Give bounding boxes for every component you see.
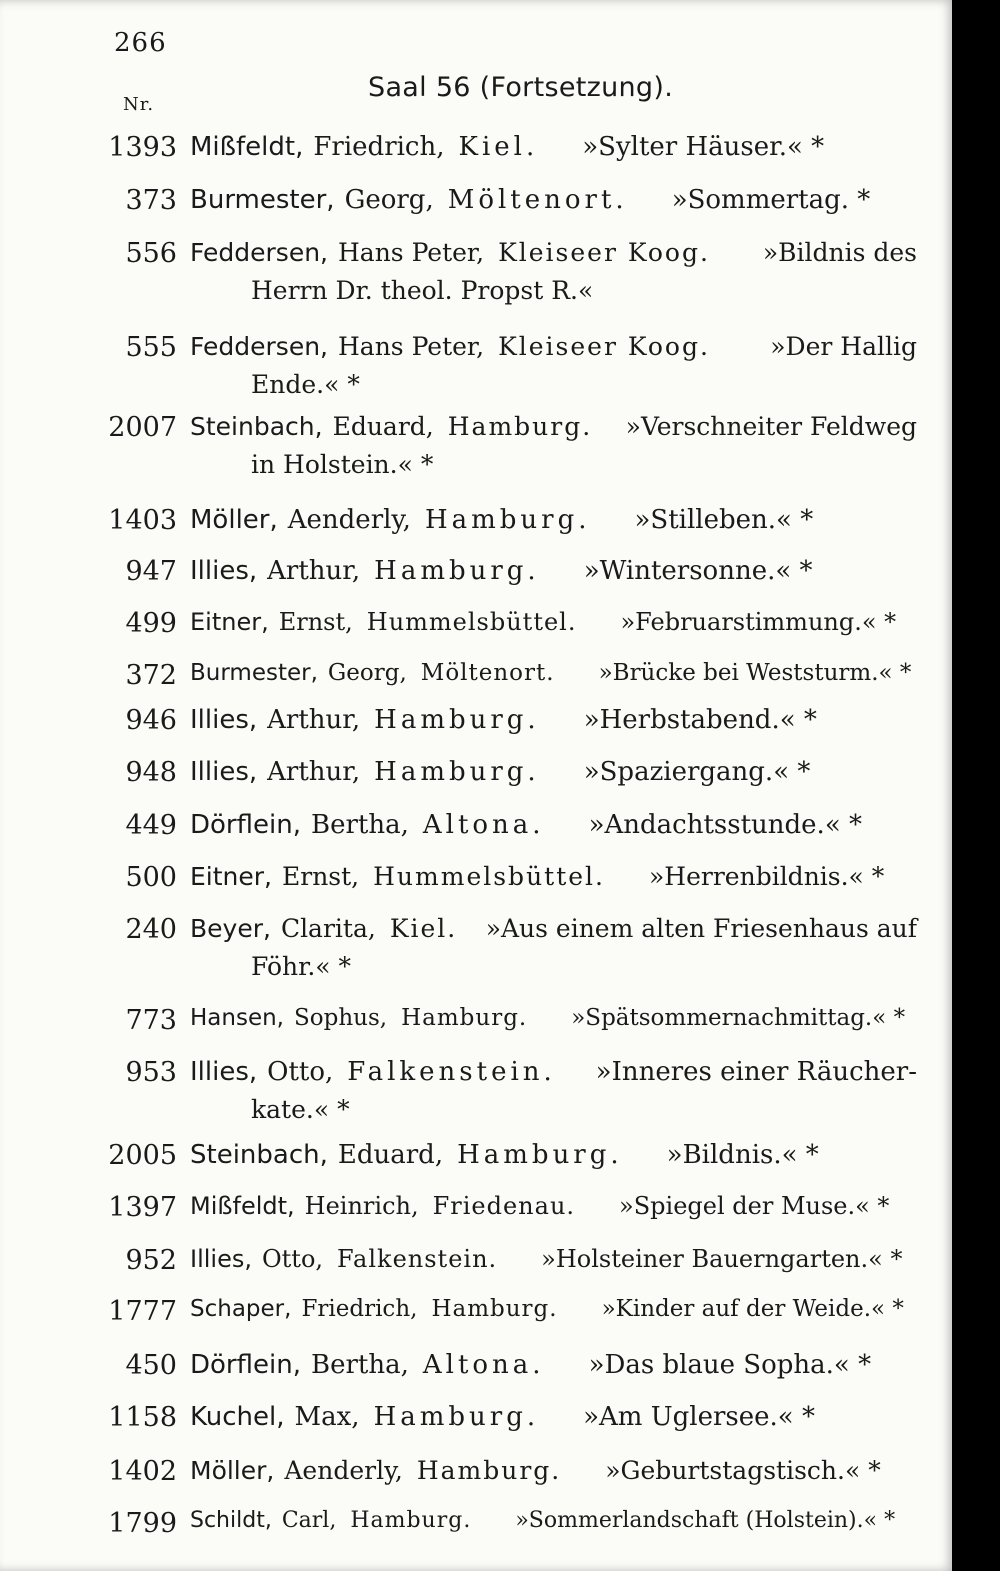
work-title: »Bildnis des — [762, 238, 917, 267]
entry-main-line — [190, 1140, 819, 1170]
artist-place: Hamburg. — [431, 1296, 558, 1322]
work-title: »Das blaue Sopha.« * — [588, 1350, 872, 1380]
work-title: »Spätsommernachmittag.« * — [571, 1005, 906, 1031]
entry-number: 773 — [125, 1005, 177, 1036]
page-title: Saal 56 (Fortsetzung). — [368, 72, 674, 103]
work-title: »Herbstabend.« * — [583, 705, 817, 735]
artist-given-name: Carl, — [281, 1508, 337, 1533]
entry-number: 373 — [125, 185, 177, 216]
artist-place: Hamburg. — [374, 556, 540, 586]
work-title-continuation: Föhr.« * — [251, 952, 352, 981]
work-title: »Holsteiner Bauerngarten.« * — [541, 1245, 903, 1273]
artist-surname: Feddersen, — [190, 238, 328, 267]
work-title: »Kinder auf der Weide.« * — [601, 1296, 904, 1322]
scan-edge — [952, 0, 1000, 1571]
entry-number: 2007 — [108, 412, 177, 443]
artist-place: Hummelsbüttel. — [373, 862, 605, 891]
entry-main-line — [190, 412, 917, 441]
artist-surname: Burmester, — [190, 185, 335, 215]
entry-main-line — [190, 1245, 902, 1273]
entry-number: 1777 — [108, 1296, 177, 1327]
artist-place: Falkenstein. — [347, 1057, 556, 1087]
artist-given-name: Eduard, — [337, 1140, 444, 1170]
work-title: »Geburtstagstisch.« * — [605, 1456, 881, 1485]
artist-surname: Schaper, — [190, 1296, 292, 1322]
work-title-continuation: kate.« * — [251, 1095, 350, 1124]
artist-surname: Mißfeldt, — [190, 1192, 295, 1220]
entry-main-line — [190, 757, 810, 787]
entry-main-line — [190, 238, 917, 267]
artist-given-name: Ernst, — [278, 608, 353, 636]
artist-given-name: Hans Peter, — [338, 332, 485, 361]
artist-surname: Illies, — [190, 1057, 258, 1087]
artist-given-name: Aenderly, — [284, 1456, 403, 1485]
artist-given-name: Bertha, — [310, 1350, 409, 1380]
artist-surname: Kuchel, — [190, 1402, 285, 1432]
artist-given-name: Otto, — [267, 1057, 334, 1087]
artist-given-name: Bertha, — [310, 810, 409, 840]
artist-place: Hamburg. — [457, 1140, 623, 1170]
artist-place: Hamburg. — [374, 757, 540, 787]
artist-place: Kleiseer Koog. — [498, 332, 710, 361]
entry-number: 952 — [125, 1245, 177, 1276]
artist-given-name: Otto, — [261, 1245, 324, 1273]
artist-given-name: Sophus, — [294, 1005, 388, 1031]
work-title: »Februarstimmung.« * — [620, 608, 897, 636]
artist-surname: Beyer, — [190, 914, 271, 943]
entry-number: 1402 — [108, 1456, 177, 1487]
work-title: »Brücke bei Weststurm.« * — [598, 660, 912, 686]
artist-place: Hamburg. — [350, 1508, 472, 1533]
work-title: »Spaziergang.« * — [583, 757, 811, 787]
entry-number: 948 — [125, 757, 177, 788]
artist-given-name: Ernst, — [282, 862, 360, 891]
artist-given-name: Max, — [294, 1402, 360, 1432]
entry-number: 1397 — [108, 1192, 177, 1223]
work-title: »Verschneiter Feldweg — [625, 412, 917, 441]
entry-main-line — [190, 332, 917, 361]
artist-given-name: Georg, — [344, 185, 434, 215]
artist-place: Hamburg. — [416, 1456, 562, 1485]
entry-main-line — [190, 1350, 871, 1380]
entry-main-line — [190, 1057, 917, 1087]
entry-main-line — [190, 1296, 904, 1322]
artist-place: Altona. — [422, 810, 545, 840]
artist-given-name: Georg, — [327, 660, 407, 686]
artist-surname: Dörflein, — [190, 810, 301, 840]
entry-main-line — [190, 810, 862, 840]
artist-place: Friedenau. — [432, 1192, 576, 1220]
artist-given-name: Hans Peter, — [338, 238, 485, 267]
entry-number: 450 — [125, 1350, 177, 1381]
entry-number: 953 — [125, 1057, 177, 1088]
number-column-label: Nr. — [123, 94, 155, 115]
artist-given-name: Aenderly, — [287, 505, 411, 535]
page-number: 266 — [114, 28, 167, 58]
entry-number: 946 — [125, 705, 177, 736]
artist-surname: Eitner, — [190, 862, 272, 891]
artist-surname: Mißfeldt, — [190, 132, 304, 162]
work-title-continuation: in Holstein.« * — [251, 450, 434, 479]
artist-place: Hamburg. — [447, 412, 593, 441]
entry-number: 2005 — [108, 1140, 177, 1171]
artist-given-name: Clarita, — [280, 914, 376, 943]
artist-given-name: Eduard, — [332, 412, 434, 441]
artist-surname: Eitner, — [190, 608, 269, 636]
work-title: »Inneres einer Räucher- — [595, 1057, 917, 1087]
work-title: »Aus einem alten Friesenhaus auf — [485, 914, 917, 943]
entry-main-line — [190, 556, 813, 586]
artist-place: Kiel. — [389, 914, 458, 943]
entry-main-line — [190, 705, 817, 735]
entry-number: 240 — [125, 914, 177, 945]
entry-main-line — [190, 505, 813, 535]
work-title: »Andachtsstunde.« * — [588, 810, 862, 840]
entry-main-line — [190, 132, 824, 162]
entry-main-line — [190, 185, 870, 215]
work-title: »Der Hallig — [770, 332, 917, 361]
artist-given-name: Arthur, — [267, 705, 361, 735]
artist-surname: Burmester, — [190, 660, 318, 686]
artist-place: Möltenort. — [447, 185, 628, 215]
entry-main-line — [190, 1005, 905, 1031]
work-title: »Spiegel der Muse.« * — [619, 1192, 890, 1220]
entry-number: 1403 — [108, 505, 177, 536]
artist-place: Hamburg. — [424, 505, 591, 535]
work-title: »Sommerlandschaft (Holstein).« * — [515, 1508, 896, 1533]
entry-main-line — [190, 862, 884, 891]
artist-place: Altona. — [422, 1350, 545, 1380]
artist-surname: Feddersen, — [190, 332, 328, 361]
work-title-continuation: Ende.« * — [251, 370, 360, 399]
work-title: »Sommertag. * — [671, 185, 871, 215]
entry-number: 555 — [125, 332, 177, 363]
entry-number: 947 — [125, 556, 177, 587]
entry-main-line — [190, 1456, 881, 1485]
entry-number: 1158 — [108, 1402, 177, 1433]
artist-given-name: Heinrich, — [304, 1192, 419, 1220]
work-title: »Stilleben.« * — [634, 505, 814, 535]
artist-surname: Hansen, — [190, 1005, 284, 1031]
artist-place: Hummelsbüttel. — [366, 608, 577, 636]
entry-number: 500 — [125, 862, 177, 893]
entry-main-line — [190, 1192, 889, 1220]
work-title: »Am Uglersee.« * — [583, 1402, 815, 1432]
entry-main-line — [190, 608, 896, 636]
entry-main-line — [190, 914, 917, 943]
artist-given-name: Arthur, — [267, 757, 361, 787]
artist-surname: Dörflein, — [190, 1350, 301, 1380]
artist-place: Hamburg. — [374, 705, 540, 735]
artist-place: Kleiseer Koog. — [498, 238, 710, 267]
artist-surname: Steinbach, — [190, 412, 323, 441]
artist-given-name: Friedrich, — [301, 1296, 418, 1322]
work-title: »Sylter Häuser.« * — [582, 132, 825, 162]
work-title: »Herrenbildnis.« * — [649, 862, 885, 891]
artist-surname: Möller, — [190, 505, 278, 535]
artist-surname: Illies, — [190, 757, 258, 787]
artist-place: Möltenort. — [420, 660, 555, 686]
entry-number: 1799 — [108, 1508, 177, 1539]
artist-given-name: Friedrich, — [313, 132, 445, 162]
artist-surname: Steinbach, — [190, 1140, 328, 1170]
entry-number: 1393 — [108, 132, 177, 163]
work-title: »Bildnis.« * — [666, 1140, 819, 1170]
entry-main-line — [190, 1402, 815, 1432]
entry-number: 449 — [125, 810, 177, 841]
artist-surname: Illies, — [190, 556, 258, 586]
entry-number: 556 — [125, 238, 177, 269]
artist-surname: Illies, — [190, 705, 258, 735]
artist-place: Falkenstein. — [337, 1245, 498, 1273]
artist-place: Kiel. — [458, 132, 539, 162]
entry-number: 372 — [125, 660, 177, 691]
entry-main-line — [190, 1508, 895, 1533]
work-title-continuation: Herrn Dr. theol. Propst R.« — [251, 276, 594, 305]
artist-surname: Möller, — [190, 1456, 275, 1485]
artist-surname: Schildt, — [190, 1508, 272, 1533]
work-title: »Wintersonne.« * — [583, 556, 813, 586]
artist-place: Hamburg. — [373, 1402, 540, 1432]
artist-place: Hamburg. — [401, 1005, 528, 1031]
entry-main-line — [190, 660, 911, 686]
entry-number: 499 — [125, 608, 177, 639]
artist-surname: Illies, — [190, 1245, 252, 1273]
artist-given-name: Arthur, — [267, 556, 361, 586]
